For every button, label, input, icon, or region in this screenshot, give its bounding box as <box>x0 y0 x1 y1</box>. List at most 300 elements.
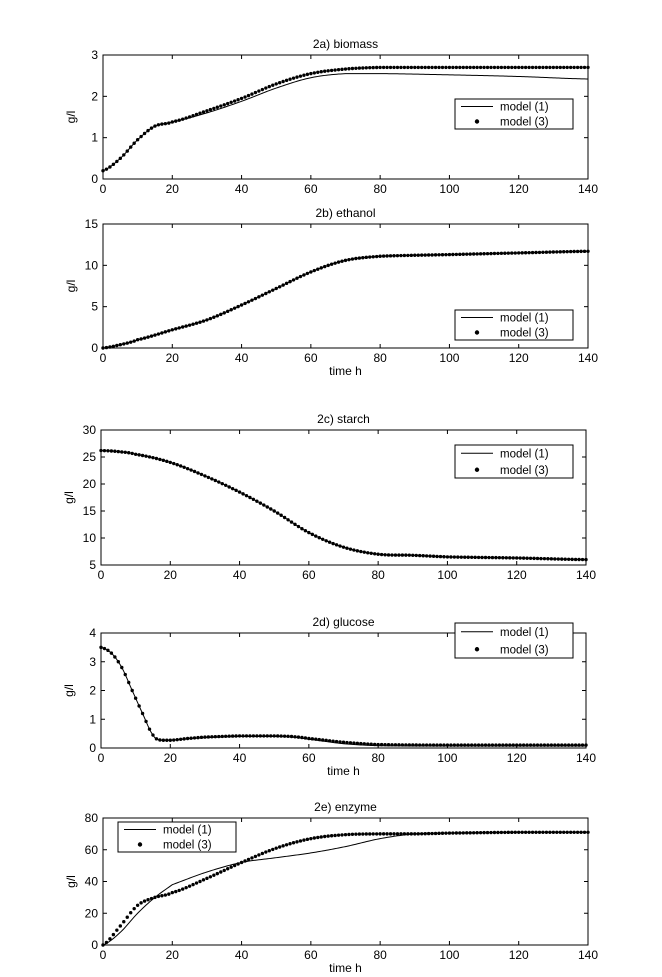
data-point <box>437 66 440 69</box>
data-point <box>266 734 269 737</box>
data-point <box>127 451 130 454</box>
x-tick-label: 20 <box>165 948 179 962</box>
legend <box>455 623 573 658</box>
data-point <box>299 275 302 278</box>
data-point <box>117 450 120 453</box>
data-point <box>456 555 459 558</box>
data-point <box>122 153 125 156</box>
x-tick-label: 60 <box>304 182 318 196</box>
data-point <box>110 651 113 654</box>
data-point <box>295 75 298 78</box>
x-tick-label: 140 <box>577 351 599 365</box>
data-point <box>385 832 388 835</box>
data-point <box>410 66 413 69</box>
data-point <box>227 485 230 488</box>
data-point <box>579 831 582 834</box>
data-point <box>112 933 115 936</box>
data-point <box>157 332 160 335</box>
data-point <box>569 66 572 69</box>
data-point <box>231 734 234 737</box>
data-point <box>132 907 135 910</box>
data-point <box>259 734 262 737</box>
data-point <box>420 253 423 256</box>
data-point <box>515 556 518 559</box>
x-tick-label: 40 <box>234 351 249 365</box>
data-point <box>448 831 451 834</box>
y-tick-label: 1 <box>91 130 98 145</box>
data-point <box>351 257 354 260</box>
data-point <box>559 250 562 253</box>
data-point <box>512 556 515 559</box>
x-tick-label: 60 <box>302 568 316 582</box>
y-tick-label: 1 <box>89 712 96 727</box>
data-point <box>472 252 475 255</box>
data-point <box>489 66 492 69</box>
data-point <box>363 742 366 745</box>
data-point <box>113 655 116 658</box>
data-point <box>200 736 203 739</box>
data-point <box>207 476 210 479</box>
x-tick-label: 80 <box>373 948 387 962</box>
x-tick-label: 40 <box>234 948 249 962</box>
data-point <box>223 103 226 106</box>
x-tick-label: 120 <box>508 948 529 962</box>
data-point <box>254 855 257 858</box>
data-point <box>285 282 288 285</box>
data-point <box>401 553 404 556</box>
data-point <box>584 558 587 561</box>
x-tick-label: 100 <box>437 568 458 582</box>
legend <box>455 310 573 340</box>
data-point <box>275 82 278 85</box>
data-point <box>351 833 354 836</box>
data-point <box>268 849 271 852</box>
data-point <box>236 305 239 308</box>
data-point <box>510 66 513 69</box>
data-point <box>295 277 298 280</box>
data-point <box>518 556 521 559</box>
data-point <box>117 660 120 663</box>
data-point <box>410 254 413 257</box>
data-point <box>178 119 181 122</box>
data-point <box>455 831 458 834</box>
data-point <box>507 66 510 69</box>
data-point <box>399 832 402 835</box>
data-point <box>250 856 253 859</box>
data-point <box>241 492 244 495</box>
data-point <box>283 516 286 519</box>
data-point <box>358 832 361 835</box>
data-point <box>498 556 501 559</box>
data-point <box>288 78 291 81</box>
data-point <box>106 449 109 452</box>
data-point <box>302 838 305 841</box>
data-point <box>365 66 368 69</box>
data-point <box>345 547 348 550</box>
data-point <box>444 253 447 256</box>
data-point <box>115 928 118 931</box>
data-point <box>423 66 426 69</box>
data-point <box>311 533 314 536</box>
data-point <box>281 283 284 286</box>
data-point <box>179 464 182 467</box>
y-tick-label: 40 <box>84 874 98 889</box>
data-point <box>553 743 556 746</box>
data-point <box>130 452 133 455</box>
data-point <box>195 322 198 325</box>
data-point <box>475 66 478 69</box>
data-point <box>359 550 362 553</box>
data-point <box>572 831 575 834</box>
x-tick-label: 120 <box>506 751 527 765</box>
data-point <box>566 831 569 834</box>
data-point <box>306 272 309 275</box>
data-point <box>171 328 174 331</box>
data-point <box>292 76 295 79</box>
data-point <box>313 71 316 74</box>
data-point <box>223 869 226 872</box>
data-point <box>196 471 199 474</box>
panel-title: 2c) starch <box>317 412 370 426</box>
data-point <box>538 251 541 254</box>
data-point <box>366 742 369 745</box>
data-point <box>191 323 194 326</box>
data-point <box>428 554 431 557</box>
data-point <box>306 73 309 76</box>
data-point <box>302 74 305 77</box>
data-point <box>314 534 317 537</box>
data-point <box>365 256 368 259</box>
data-point <box>318 738 321 741</box>
data-point <box>529 743 532 746</box>
data-point <box>290 735 293 738</box>
y-tick-label: 5 <box>89 558 96 572</box>
data-point <box>209 875 212 878</box>
data-point <box>520 251 523 254</box>
data-point <box>425 743 428 746</box>
data-point <box>473 743 476 746</box>
data-point <box>434 832 437 835</box>
data-point <box>404 743 407 746</box>
data-point <box>333 68 336 71</box>
data-point <box>415 743 418 746</box>
x-tick-label: 80 <box>371 751 385 765</box>
data-point <box>254 297 257 300</box>
data-point <box>423 253 426 256</box>
data-point <box>432 555 435 558</box>
data-point <box>349 547 352 550</box>
data-point <box>337 260 340 263</box>
data-point <box>469 252 472 255</box>
y-axis-label: g/l <box>64 279 78 293</box>
data-point <box>105 346 108 349</box>
data-point <box>576 831 579 834</box>
data-point <box>193 470 196 473</box>
data-point <box>465 831 468 834</box>
data-point <box>467 556 470 559</box>
data-point <box>99 449 102 452</box>
data-point <box>229 101 232 104</box>
data-point <box>449 743 452 746</box>
x-tick-label: 80 <box>371 568 385 582</box>
data-point <box>479 252 482 255</box>
data-point <box>203 735 206 738</box>
data-point <box>462 831 465 834</box>
data-point <box>153 333 156 336</box>
data-point <box>178 326 181 329</box>
panel-biomass <box>64 37 598 196</box>
data-point <box>534 831 537 834</box>
data-point <box>406 832 409 835</box>
data-point <box>581 743 584 746</box>
data-point <box>576 250 579 253</box>
data-point <box>446 555 449 558</box>
data-point <box>385 66 388 69</box>
data-point <box>333 834 336 837</box>
data-point <box>188 884 191 887</box>
data-point <box>545 831 548 834</box>
data-point <box>269 507 272 510</box>
data-point <box>555 831 558 834</box>
data-point <box>345 741 348 744</box>
data-point <box>442 743 445 746</box>
data-point <box>470 743 473 746</box>
data-point <box>247 858 250 861</box>
data-point <box>500 831 503 834</box>
data-point <box>382 66 385 69</box>
data-point <box>309 837 312 840</box>
data-point <box>368 832 371 835</box>
data-point <box>306 838 309 841</box>
data-point <box>390 743 393 746</box>
data-point <box>148 455 151 458</box>
data-point <box>448 253 451 256</box>
data-point <box>338 544 341 547</box>
data-point <box>382 832 385 835</box>
data-point <box>373 552 376 555</box>
y-axis-label: g/l <box>62 684 76 697</box>
data-point <box>392 254 395 257</box>
data-point <box>548 831 551 834</box>
data-point <box>475 831 478 834</box>
data-point <box>396 832 399 835</box>
data-point <box>323 835 326 838</box>
data-point <box>496 66 499 69</box>
data-point <box>567 743 570 746</box>
data-point <box>297 525 300 528</box>
data-point <box>195 881 198 884</box>
data-point <box>243 302 246 305</box>
data-point <box>268 290 271 293</box>
data-point <box>130 689 133 692</box>
data-point <box>139 901 142 904</box>
data-point <box>515 743 518 746</box>
data-point <box>349 741 352 744</box>
x-tick-label: 100 <box>439 351 460 365</box>
x-tick-label: 140 <box>577 182 599 196</box>
data-point <box>560 557 563 560</box>
data-point <box>361 256 364 259</box>
data-point <box>458 831 461 834</box>
data-point <box>520 66 523 69</box>
data-point <box>448 66 451 69</box>
data-point <box>562 831 565 834</box>
data-point <box>469 66 472 69</box>
data-point <box>248 734 251 737</box>
data-point <box>396 254 399 257</box>
data-point <box>331 542 334 545</box>
data-point <box>200 473 203 476</box>
data-point <box>255 500 258 503</box>
x-tick-label: 0 <box>99 948 107 962</box>
data-point <box>254 91 257 94</box>
data-point <box>552 66 555 69</box>
y-tick-label: 0 <box>91 938 98 952</box>
data-point <box>264 86 267 89</box>
y-tick-label: 80 <box>84 811 98 825</box>
data-point <box>226 102 229 105</box>
legend-label: model (1) <box>500 312 549 325</box>
data-point <box>248 496 251 499</box>
data-point <box>427 253 430 256</box>
data-point <box>437 832 440 835</box>
data-point <box>297 735 300 738</box>
data-point <box>320 835 323 838</box>
data-point <box>307 531 310 534</box>
data-point <box>383 553 386 556</box>
data-point <box>304 736 307 739</box>
data-point <box>531 831 534 834</box>
data-point <box>484 556 487 559</box>
data-point <box>430 832 433 835</box>
data-point <box>290 520 293 523</box>
data-point <box>162 459 165 462</box>
data-point <box>276 734 279 737</box>
data-point <box>207 735 210 738</box>
data-point <box>320 266 323 269</box>
data-point <box>496 252 499 255</box>
data-point <box>226 310 229 313</box>
data-point <box>165 739 168 742</box>
data-point <box>572 66 575 69</box>
data-point <box>157 123 160 126</box>
data-point <box>182 466 185 469</box>
data-point <box>261 293 264 296</box>
data-point <box>144 720 147 723</box>
data-point <box>368 66 371 69</box>
data-point <box>150 897 153 900</box>
data-point <box>241 734 244 737</box>
data-point <box>500 66 503 69</box>
data-point <box>139 337 142 340</box>
data-point <box>292 841 295 844</box>
data-point <box>210 477 213 480</box>
data-point <box>115 344 118 347</box>
data-point <box>562 250 565 253</box>
data-point <box>570 743 573 746</box>
data-point <box>462 66 465 69</box>
data-point <box>236 862 239 865</box>
data-point <box>184 324 187 327</box>
data-point <box>394 743 397 746</box>
data-point <box>122 920 125 923</box>
data-point <box>543 557 546 560</box>
data-point <box>240 97 243 100</box>
data-point <box>196 736 199 739</box>
data-point <box>358 66 361 69</box>
data-point <box>146 129 149 132</box>
data-point <box>330 834 333 837</box>
data-point <box>103 449 106 452</box>
data-point <box>198 320 201 323</box>
data-point <box>278 81 281 84</box>
data-point <box>224 735 227 738</box>
data-point <box>105 941 108 944</box>
data-point <box>195 113 198 116</box>
data-point <box>403 66 406 69</box>
data-point <box>557 557 560 560</box>
data-point <box>522 556 525 559</box>
data-point <box>408 743 411 746</box>
data-point <box>323 265 326 268</box>
legend <box>118 822 236 852</box>
data-point <box>178 889 181 892</box>
data-point <box>307 737 310 740</box>
data-point <box>434 66 437 69</box>
data-point <box>264 292 267 295</box>
data-point <box>480 743 483 746</box>
data-point <box>584 743 587 746</box>
y-axis-label: g/l <box>62 491 76 504</box>
data-point <box>219 104 222 107</box>
data-point <box>344 833 347 836</box>
data-point <box>442 555 445 558</box>
data-point <box>477 743 480 746</box>
data-point <box>172 738 175 741</box>
data-point <box>212 107 215 110</box>
data-point <box>328 541 331 544</box>
data-point <box>439 555 442 558</box>
x-axis-label: time h <box>329 961 362 975</box>
panel-title: 2e) enzyme <box>314 800 377 814</box>
data-point <box>229 308 232 311</box>
data-point <box>164 330 167 333</box>
data-point <box>234 489 237 492</box>
data-point <box>517 831 520 834</box>
data-point <box>202 110 205 113</box>
data-point <box>455 253 458 256</box>
data-point <box>469 831 472 834</box>
data-point <box>333 261 336 264</box>
data-point <box>188 115 191 118</box>
data-point <box>463 743 466 746</box>
legend-label: model (1) <box>500 101 549 114</box>
data-point <box>564 743 567 746</box>
data-point <box>313 269 316 272</box>
y-tick-label: 5 <box>91 299 98 314</box>
data-point <box>158 738 161 741</box>
y-tick-label: 10 <box>84 258 98 273</box>
x-tick-label: 140 <box>575 751 597 765</box>
y-tick-label: 2 <box>91 89 98 104</box>
data-point <box>493 831 496 834</box>
data-point <box>191 883 194 886</box>
data-point <box>487 743 490 746</box>
data-point <box>368 255 371 258</box>
data-point <box>250 92 253 95</box>
data-point <box>586 250 589 253</box>
data-point <box>162 739 165 742</box>
